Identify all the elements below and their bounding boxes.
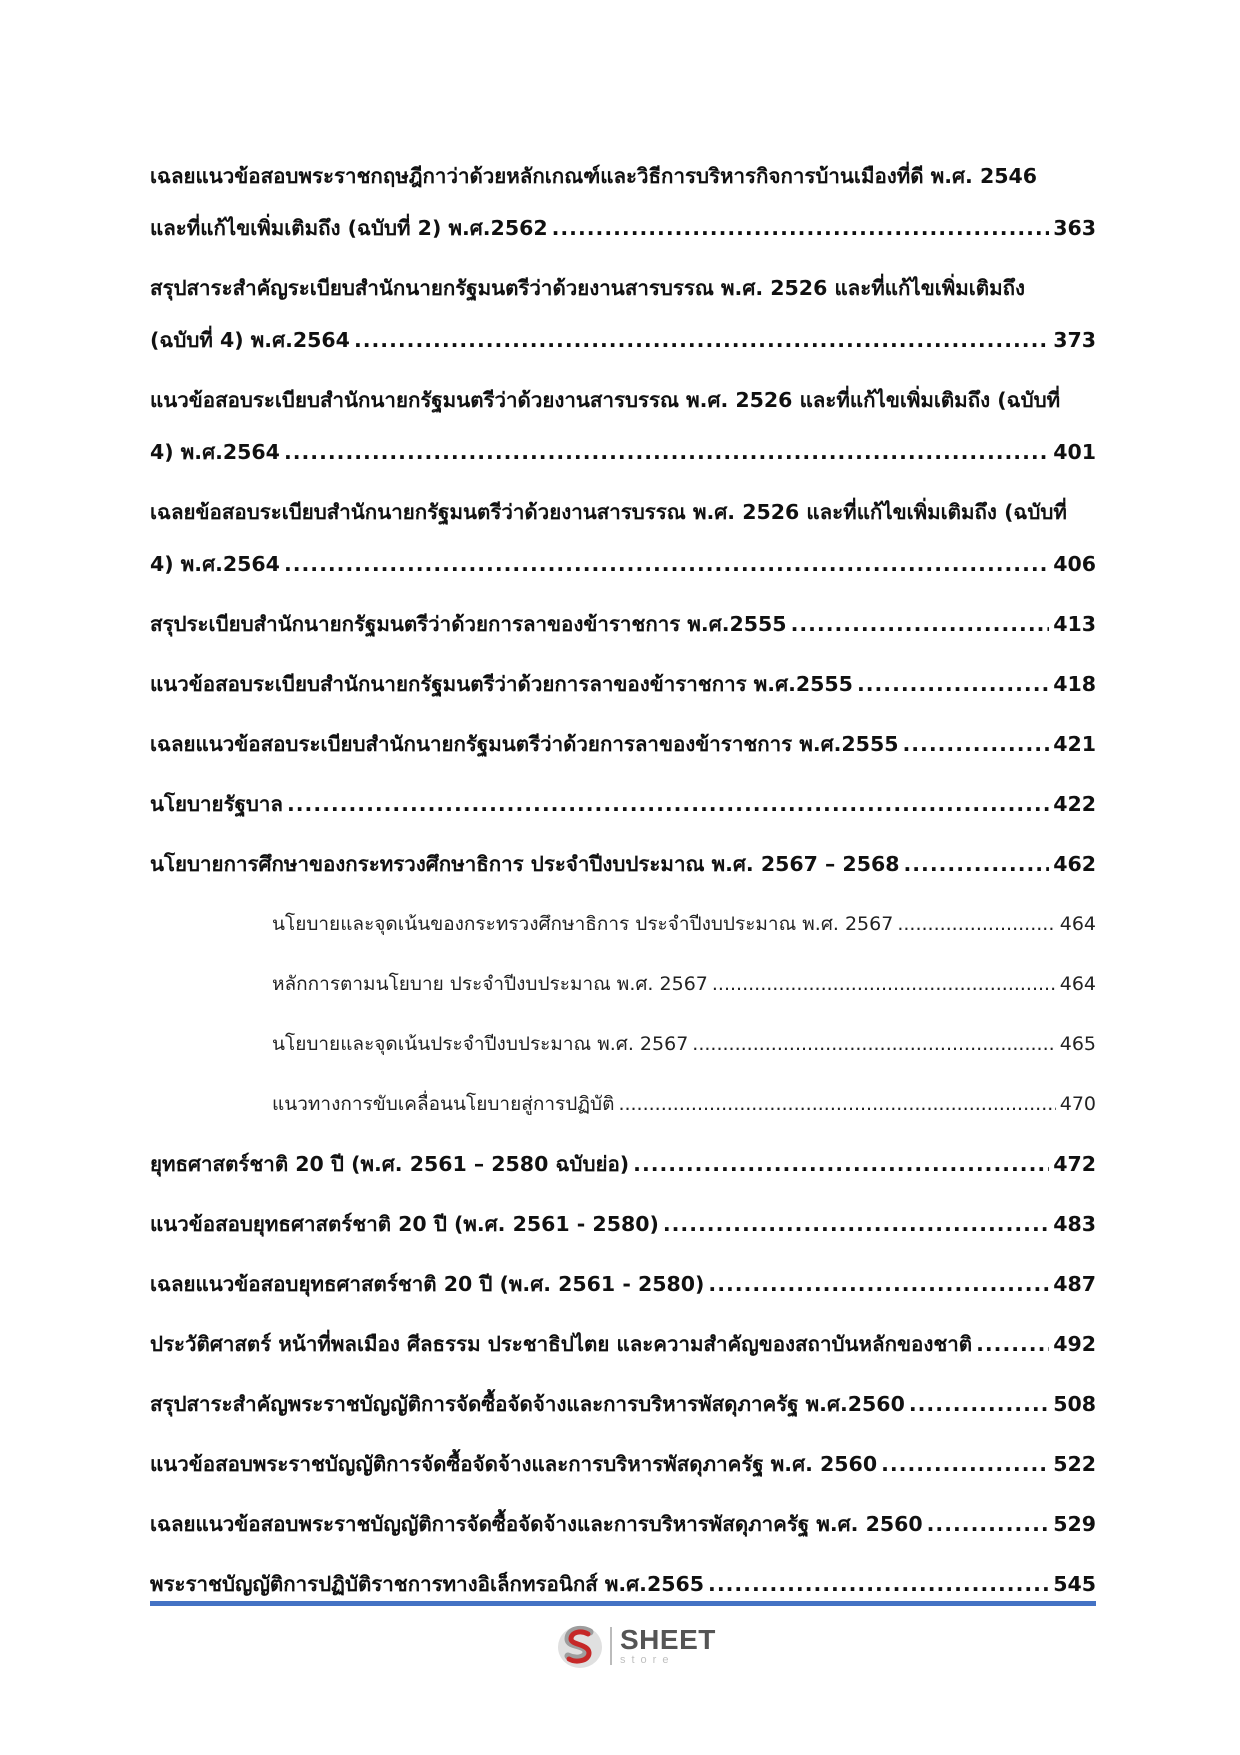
toc-leader-dots	[618, 1078, 1055, 1130]
toc-leader-dots	[903, 838, 1049, 890]
toc-page-number: 421	[1053, 732, 1096, 756]
toc-entry-title: ประวัติศาสตร์ หน้าที่พลเมือง ศีลธรรม ประชาธิปไตย และความสำคัญของสถาบันหลักของชาติ	[150, 1332, 973, 1356]
toc-leader-dots	[663, 1198, 1049, 1250]
toc-entry[interactable]	[150, 1258, 1096, 1310]
toc-entry-title: สรุปสาระสำคัญพระราชบัญญัติการจัดซื้อจัดจ้างและการบริหารพัสดุภาครัฐ พ.ศ.2560	[150, 1392, 905, 1416]
toc-page-number: 465	[1059, 1033, 1096, 1055]
toc-page-number: 406	[1053, 552, 1096, 576]
logo-wordmark	[620, 1626, 716, 1666]
toc-entry-title: สรุประเบียบสำนักนายกรัฐมนตรีว่าด้วยการลาของข้าราชการ พ.ศ.2555	[150, 612, 787, 636]
toc-entry[interactable]	[150, 598, 1096, 650]
toc-entry-title-line1: สรุปสาระสำคัญระเบียบสำนักนายกรัฐมนตรีว่าด้วยงานสารบรรณ พ.ศ. 2526 และที่แก้ไขเพิ่มเติมถึง	[150, 276, 1026, 300]
toc-entry[interactable]	[150, 1378, 1096, 1430]
toc-entry-title: 4) พ.ศ.2564	[150, 440, 280, 464]
toc-entry[interactable]	[150, 718, 1096, 770]
toc-entry-title-line1: เฉลยแนวข้อสอบพระราชกฤษฎีกาว่าด้วยหลักเกณฑ์และวิธีการบริหารกิจการบ้านเมืองที่ดี พ.ศ. 2546	[150, 164, 1038, 188]
toc-entry[interactable]	[150, 262, 1096, 366]
toc-page-number: 462	[1053, 852, 1096, 876]
toc-entry[interactable]	[150, 658, 1096, 710]
toc-entry-title: นโยบายการศึกษาของกระทรวงศึกษาธิการ ประจำปีงบประมาณ พ.ศ. 2567 – 2568	[150, 852, 900, 876]
toc-entry-title: (ฉบับที่ 4) พ.ศ.2564	[150, 328, 350, 352]
logo-word: SHEET	[620, 1624, 716, 1655]
toc-entry-title: พระราชบัญญัติการปฏิบัติราชการทางอิเล็กทรอนิกส์ พ.ศ.2565	[150, 1572, 705, 1596]
table-of-contents	[150, 150, 1096, 1618]
toc-page-number: 413	[1053, 612, 1096, 636]
toc-leader-dots	[354, 314, 1049, 366]
toc-page-number: 418	[1053, 672, 1096, 696]
toc-page-number: 373	[1053, 328, 1096, 352]
toc-entry-title: แนวข้อสอบยุทธศาสตร์ชาติ 20 ปี (พ.ศ. 2561 - 2580)	[150, 1212, 659, 1236]
toc-page-number: 545	[1053, 1572, 1096, 1596]
toc-leader-dots	[287, 778, 1049, 830]
logo-subword: store	[620, 1654, 675, 1666]
toc-leader-dots	[927, 1498, 1050, 1550]
toc-page-number: 470	[1059, 1093, 1096, 1115]
toc-subentry[interactable]	[150, 958, 1096, 1010]
toc-entry-title: เฉลยแนวข้อสอบพระราชบัญญัติการจัดซื้อจัดจ้างและการบริหารพัสดุภาครัฐ พ.ศ. 2560	[150, 1512, 923, 1536]
toc-page-number: 464	[1059, 973, 1096, 995]
toc-subentry[interactable]	[150, 1078, 1096, 1130]
toc-leader-dots	[712, 958, 1056, 1010]
toc-leader-dots	[633, 1138, 1049, 1190]
toc-page-number: 522	[1053, 1452, 1096, 1476]
toc-entry[interactable]	[150, 1438, 1096, 1490]
toc-entry[interactable]	[150, 1318, 1096, 1370]
toc-entry-title: แนวข้อสอบระเบียบสำนักนายกรัฐมนตรีว่าด้วยการลาของข้าราชการ พ.ศ.2555	[150, 672, 853, 696]
sheet-store-logo	[554, 1618, 724, 1674]
toc-entry-title: และที่แก้ไขเพิ่มเติมถึง (ฉบับที่ 2) พ.ศ.2562	[150, 216, 548, 240]
toc-entry[interactable]	[150, 374, 1096, 478]
toc-entry-title: ยุทธศาสตร์ชาติ 20 ปี (พ.ศ. 2561 – 2580 ฉบับย่อ)	[150, 1152, 630, 1176]
toc-page-number: 401	[1053, 440, 1096, 464]
toc-leader-dots	[902, 718, 1049, 770]
toc-entry-title: นโยบายรัฐบาล	[150, 792, 283, 816]
toc-subentry-title: นโยบายและจุดเน้นของกระทรวงศึกษาธิการ ประจำปีงบประมาณ พ.ศ. 2567	[272, 913, 894, 935]
toc-page-number: 464	[1059, 913, 1096, 935]
toc-leader-dots	[284, 426, 1049, 478]
toc-leader-dots	[881, 1438, 1049, 1490]
toc-entry-title: เฉลยแนวข้อสอบระเบียบสำนักนายกรัฐมนตรีว่าด้วยการลาของข้าราชการ พ.ศ.2555	[150, 732, 899, 756]
sheet-store-logo-icon	[554, 1620, 606, 1672]
toc-entry[interactable]	[150, 838, 1096, 890]
toc-entry-title: เฉลยแนวข้อสอบยุทธศาสตร์ชาติ 20 ปี (พ.ศ. 2561 - 2580)	[150, 1272, 705, 1296]
toc-entry[interactable]	[150, 486, 1096, 590]
toc-entry[interactable]	[150, 778, 1096, 830]
toc-entry-title: แนวข้อสอบพระราชบัญญัติการจัดซื้อจัดจ้างและการบริหารพัสดุภาครัฐ พ.ศ. 2560	[150, 1452, 878, 1476]
toc-leader-dots	[284, 538, 1049, 590]
toc-leader-dots	[909, 1378, 1049, 1430]
toc-leader-dots	[708, 1258, 1049, 1310]
toc-page-number: 363	[1053, 216, 1096, 240]
toc-page-number: 492	[1053, 1332, 1096, 1356]
toc-leader-dots	[897, 898, 1055, 950]
toc-leader-dots	[791, 598, 1050, 650]
toc-page-number: 487	[1053, 1272, 1096, 1296]
toc-entry[interactable]	[150, 1498, 1096, 1550]
toc-subentry-title: หลักการตามนโยบาย ประจำปีงบประมาณ พ.ศ. 2567	[272, 973, 708, 995]
toc-entry-title: 4) พ.ศ.2564	[150, 552, 280, 576]
toc-page-number: 529	[1053, 1512, 1096, 1536]
toc-page-number: 422	[1053, 792, 1096, 816]
toc-page-number: 483	[1053, 1212, 1096, 1236]
toc-subentry-title: นโยบายและจุดเน้นประจำปีงบประมาณ พ.ศ. 2567	[272, 1033, 689, 1055]
toc-entry-title-line1: แนวข้อสอบระเบียบสำนักนายกรัฐมนตรีว่าด้วยงานสารบรรณ พ.ศ. 2526 และที่แก้ไขเพิ่มเติมถึง (ฉบับที่	[150, 388, 1061, 412]
toc-entry[interactable]	[150, 1198, 1096, 1250]
toc-leader-dots	[976, 1318, 1049, 1370]
toc-entry[interactable]	[150, 150, 1096, 254]
toc-page-number: 472	[1053, 1152, 1096, 1176]
toc-subentry[interactable]	[150, 1018, 1096, 1070]
toc-leader-dots	[692, 1018, 1055, 1070]
toc-page-number: 508	[1053, 1392, 1096, 1416]
toc-entry-title-line1: เฉลยข้อสอบระเบียบสำนักนายกรัฐมนตรีว่าด้วยงานสารบรรณ พ.ศ. 2526 และที่แก้ไขเพิ่มเติมถึง (ฉบับที่	[150, 500, 1067, 524]
logo-separator	[610, 1627, 612, 1665]
toc-leader-dots	[552, 202, 1050, 254]
footer-divider	[150, 1601, 1096, 1606]
toc-entry[interactable]	[150, 1138, 1096, 1190]
toc-subentry-title: แนวทางการขับเคลื่อนนโยบายสู่การปฏิบัติ	[272, 1093, 615, 1115]
toc-leader-dots	[857, 658, 1049, 710]
toc-subentry[interactable]	[150, 898, 1096, 950]
